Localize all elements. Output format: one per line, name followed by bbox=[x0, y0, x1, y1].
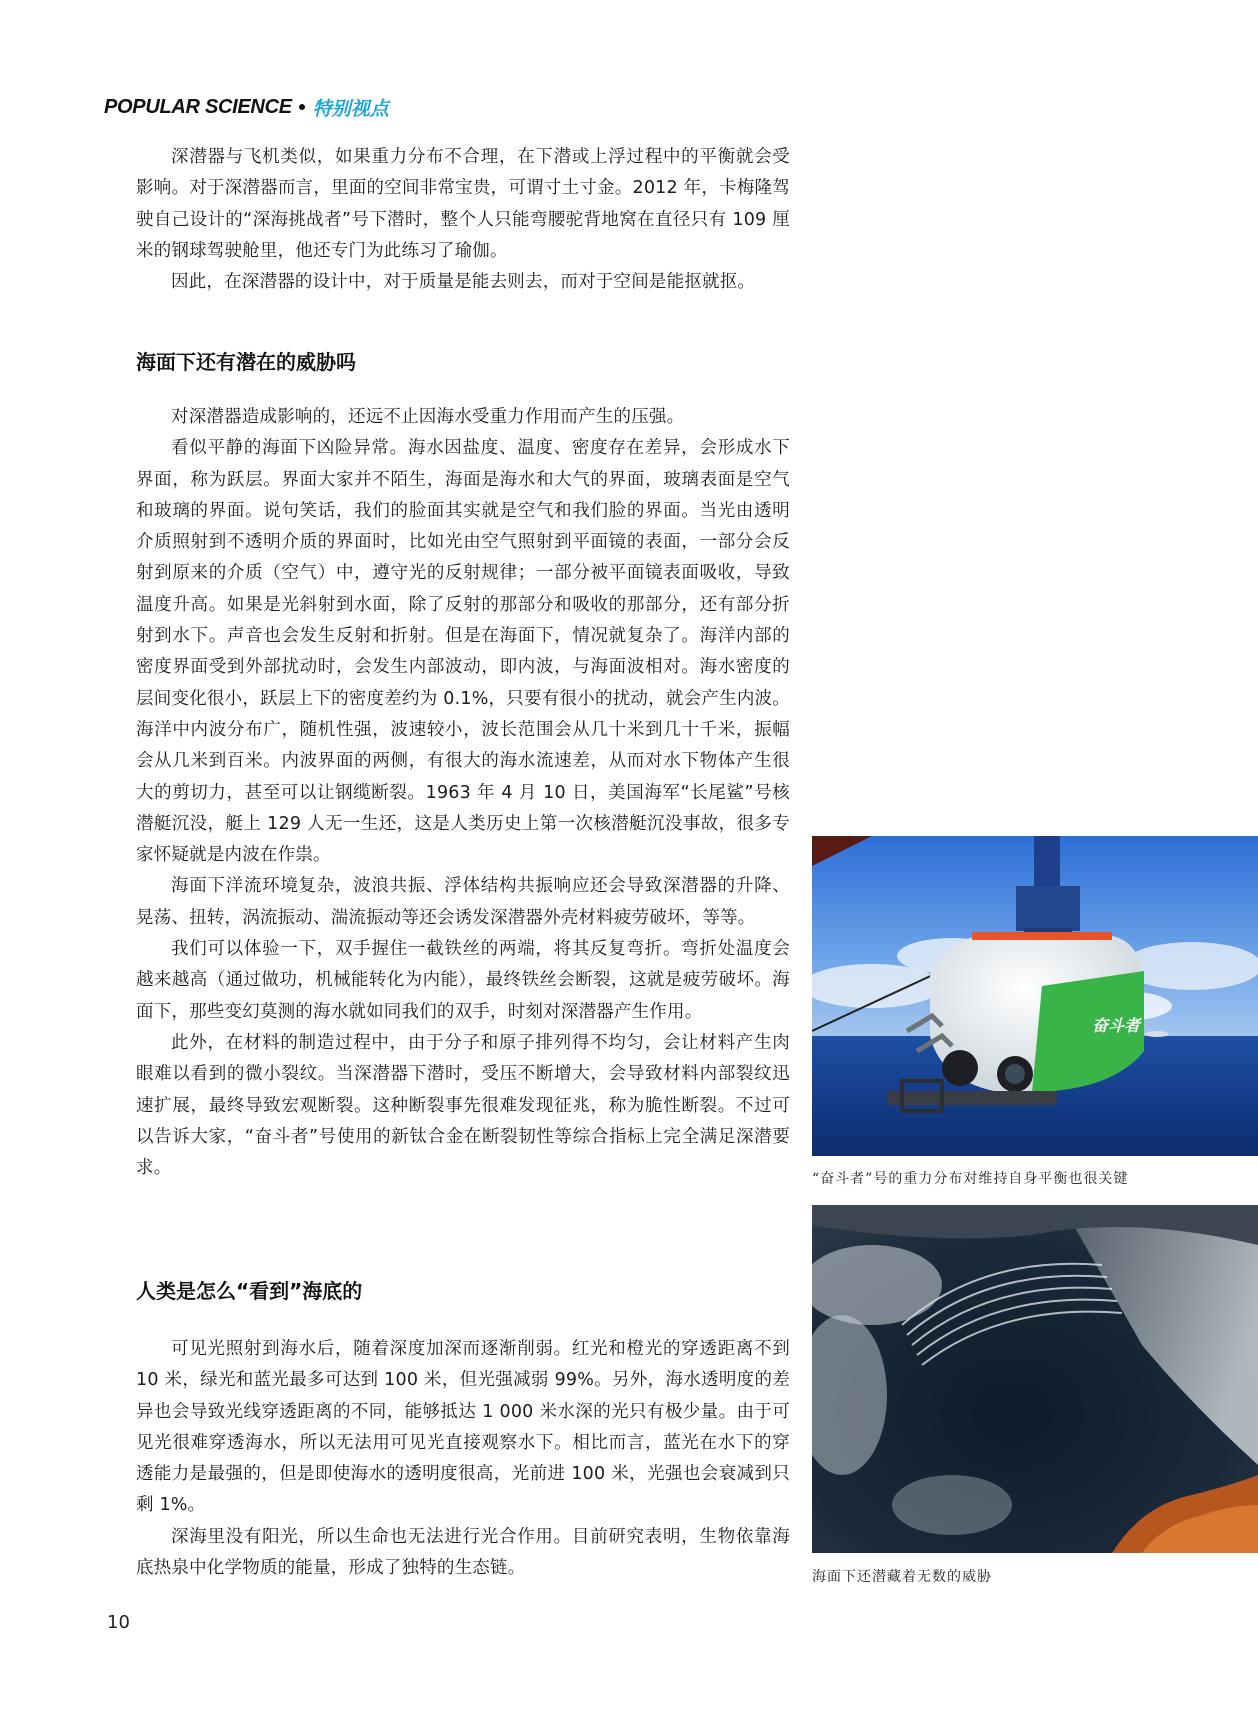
vessel-label: 奋斗者 bbox=[1092, 1016, 1141, 1035]
paragraph: 对深潜器造成影响的，还远不止因海水受重力作用而产生的压强。 bbox=[171, 407, 685, 427]
paragraph: 因此，在深潜器的设计中，对于质量是能去则去，而对于空间是能抠就抠。 bbox=[171, 272, 756, 293]
page-number: 10 bbox=[107, 1612, 130, 1633]
intro-paragraphs bbox=[136, 142, 790, 298]
paragraph: 此外，在材料的制造过程中，由于分子和原子排列得不均匀，会让材料产生肉眼难以看到的微小裂纹。当深潜器下潜时，受压不断增大，会导致材料内部裂纹迅速扩展，最终导致宏观断裂。这种断裂事先很难发现征兆，称为脆性断裂。不过可以告诉大家，“奋斗者”号使用的新钛合金在断裂韧性等综合指标上完全满足深潜要求。 bbox=[136, 1032, 790, 1179]
section-heading: 海面下还有潜在的威胁吗 bbox=[136, 350, 356, 374]
paragraph: 深潜器与飞机类似，如果重力分布不合理，在下潜或上浮过程中的平衡就会受影响。对于深潜器而言，里面的空间非常宝贵，可谓寸土寸金。2012 年，卡梅隆驾驶自己设计的“深海挑战者”号下潜时，整个人只能弯腰驼背地窝在直径只有 109 厘米的钢球驾驶舱里，他还专门为此练习了瑜伽。 bbox=[136, 147, 790, 261]
paragraph: 看似平静的海面下凶险异常。海水因盐度、温度、密度存在差异，会形成水下界面，称为跃层。界面大家并不陌生，海面是海水和大气的界面，玻璃表面是空气和玻璃的界面。说句笑话，我们的脸面其实就是空气和我们脸的界面。当光由透明介质照射到不透明介质的界面时，比如光由空气照射到平面镜的表面，一部分会反射到原来的介质（空气）中，遵守光的反射规律；一部分被平面镜表面吸收，导致温度升高。如果是光斜射到水面，除了反射的那部分和吸收的那部分，还有部分折射到水下。声音也会发生反射和折射。但是在海面下，情况就复杂了。海洋内部的密度界面受到外部扰动时，会发生内部波动，即内波，与海面波相对。海水密度的层间变化很小，跃层上下的密度差约为 0.1%，只要有很小的扰动，就会产生内波。海洋中内波分布广，随机性强，波速较小，波长范围会从几十米到几十千米，振幅会从几米到百米。内波界面的两侧，有很大的海水流速差，从而对水下物体产生很大的剪切力，甚至可以让钢缆断裂。1963 年 4 月 10 日，美国海军“长尾鲨”号核潜艇沉没，艇上 129 人无一生还，这是人类历史上第一次核潜艇沉没事故，很多专家怀疑就是内波在作祟。 bbox=[136, 438, 790, 866]
paragraph: 我们可以体验一下，双手握住一截铁丝的两端，将其反复弯折。弯折处温度会越来越高（通过做功，机械能转化为内能），最终铁丝会断裂，这就是疲劳破坏。海面下，那些变幻莫测的海水就如同我们的双手，时刻对深潜器产生作用。 bbox=[136, 939, 790, 1022]
paragraph: 深海里没有阳光，所以生命也无法进行光合作用。目前研究表明，生物依靠海底热泉中化学物质的能量，形成了独特的生态链。 bbox=[136, 1526, 790, 1579]
section-tag: 特别视点 bbox=[312, 97, 389, 120]
magazine-brand: POPULAR SCIENCE bbox=[104, 95, 292, 118]
threat-paragraphs bbox=[136, 402, 790, 1184]
section-heading: 人类是怎么“看到”海底的 bbox=[136, 1279, 363, 1303]
figure-caption: “奋斗者”号的重力分布对维持自身平衡也很关键 bbox=[812, 1171, 1129, 1187]
submersible-photo bbox=[812, 836, 1258, 1156]
figure-caption: 海面下还潜藏着无数的威胁 bbox=[812, 1569, 992, 1585]
paragraph: 可见光照射到海水后，随着深度加深而逐渐削弱。红光和橙光的穿透距离不到 10 米，绿光和蓝光最多可达到 100 米，但光强减弱 99%。另外，海水透明度的差异也会导致光线穿透距离的不同，能够抵达 1 000 米水深的光只有极少量。由于可见光很难穿透海水，所以无法用可见光直接观察水下。相比而言，蓝光在水下的穿透能力是最强的，但是即使海水的透明度很高，光前进 100 米，光强也会衰减到只剩 1%。 bbox=[136, 1339, 790, 1516]
separator-dot-icon bbox=[299, 104, 305, 110]
satellite-photo bbox=[812, 1205, 1258, 1553]
vision-paragraphs bbox=[136, 1334, 790, 1584]
running-header bbox=[104, 92, 389, 122]
paragraph: 海面下洋流环境复杂，波浪共振、浮体结构共振响应还会导致深潜器的升降、晃荡、扭转，涡流振动、湍流振动等还会诱发深潜器外壳材料疲劳破坏，等等。 bbox=[136, 876, 790, 928]
